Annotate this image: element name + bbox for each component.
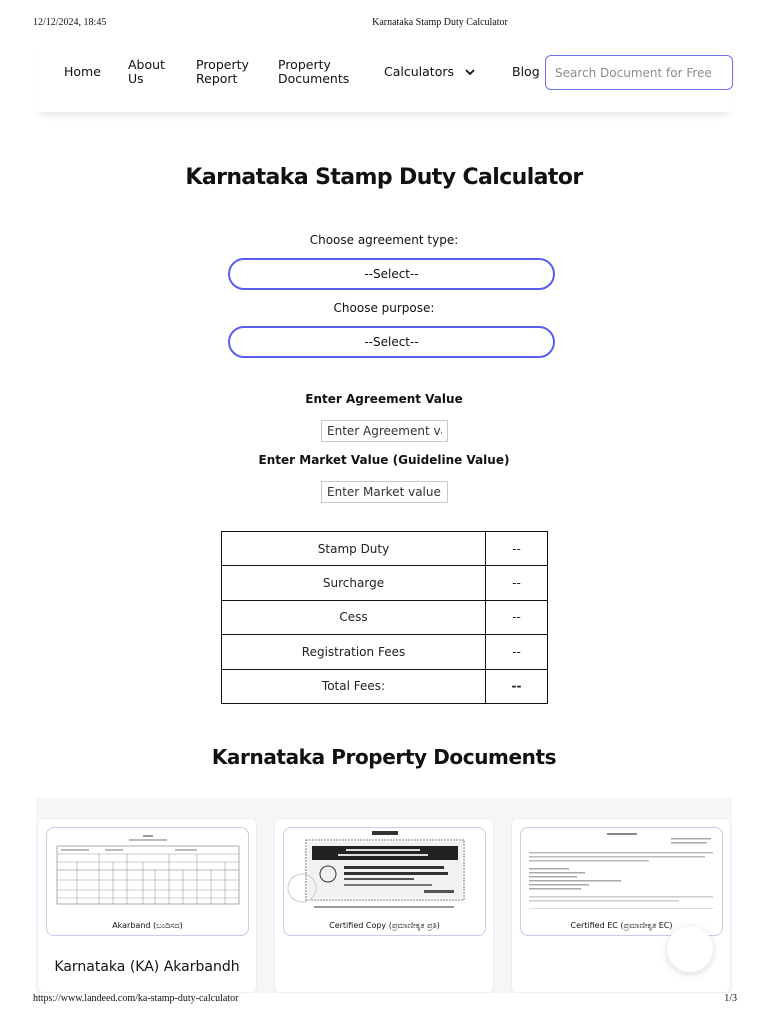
document-card[interactable] bbox=[274, 818, 494, 993]
table-row bbox=[222, 600, 548, 634]
nav-home[interactable]: Home bbox=[64, 64, 101, 79]
thumbnail-caption: Certified Copy (ಪ್ರಮಾಣೀಕೃತ ಪ್ರತಿ) bbox=[329, 921, 440, 930]
chevron-down-icon bbox=[464, 66, 476, 78]
fee-value: -- bbox=[486, 669, 548, 703]
fees-table bbox=[221, 531, 548, 704]
documents-carousel bbox=[36, 798, 732, 993]
table-row bbox=[222, 566, 548, 600]
document-name: Karnataka (KA) Akarbandh bbox=[54, 959, 240, 975]
print-title: Karnataka Stamp Duty Calculator bbox=[372, 17, 508, 28]
page-title: Karnataka Stamp Duty Calculator bbox=[185, 165, 583, 190]
fee-label: Surcharge bbox=[222, 566, 486, 600]
thumbnail-caption: Akarband (ಬಂದಿಸದ) bbox=[112, 921, 183, 930]
fee-value: -- bbox=[486, 566, 548, 600]
nav-calculators-label: Calculators bbox=[384, 64, 454, 79]
floating-action-button[interactable] bbox=[667, 926, 713, 972]
purpose-select[interactable] bbox=[228, 326, 555, 358]
nav-about-us[interactable] bbox=[128, 58, 165, 86]
nav-about-line2: Us bbox=[128, 71, 144, 86]
agreement-value-input[interactable] bbox=[321, 420, 448, 442]
nav-property-documents[interactable] bbox=[278, 58, 349, 86]
fee-label: Total Fees: bbox=[222, 669, 486, 703]
document-card[interactable] bbox=[37, 818, 257, 993]
nav-blog[interactable]: Blog bbox=[512, 64, 540, 79]
print-url: https://www.landeed.com/ka-stamp-duty-calculator bbox=[33, 993, 239, 1004]
fee-label: Registration Fees bbox=[222, 635, 486, 669]
nav-report-line2: Report bbox=[196, 71, 238, 86]
navbar bbox=[36, 40, 732, 112]
fee-value: -- bbox=[486, 532, 548, 566]
agreement-type-label: Choose agreement type: bbox=[309, 233, 459, 247]
fee-label: Cess bbox=[222, 600, 486, 634]
akarband-document-image bbox=[47, 828, 248, 918]
nav-property-report[interactable] bbox=[196, 58, 249, 86]
certified-copy-document-image bbox=[284, 828, 485, 918]
documents-section-title: Karnataka Property Documents bbox=[211, 745, 557, 769]
table-row bbox=[222, 532, 548, 566]
print-timestamp: 12/12/2024, 18:45 bbox=[33, 17, 107, 28]
nav-docs-line2: Documents bbox=[278, 71, 350, 86]
document-thumbnail bbox=[283, 827, 486, 936]
market-value-input[interactable] bbox=[321, 481, 448, 503]
document-thumbnail bbox=[46, 827, 249, 936]
fee-value: -- bbox=[486, 635, 548, 669]
print-header bbox=[0, 17, 768, 31]
agreement-value-label: Enter Agreement Value bbox=[305, 392, 463, 406]
purpose-label: Choose purpose: bbox=[333, 301, 435, 315]
print-page-number: 1/3 bbox=[724, 993, 737, 1004]
fee-value: -- bbox=[486, 600, 548, 634]
certified-ec-document-image bbox=[521, 828, 722, 918]
nav-docs-line1: Property bbox=[278, 57, 331, 72]
purpose-value: --Select-- bbox=[364, 335, 419, 349]
table-row bbox=[222, 635, 548, 669]
agreement-type-value: --Select-- bbox=[364, 267, 419, 281]
document-thumbnail bbox=[520, 827, 723, 936]
nav-about-line1: About bbox=[128, 57, 165, 72]
thumbnail-caption: Certified EC (ಪ್ರಮಾಣೀಕೃತ EC) bbox=[570, 921, 673, 930]
table-row-total bbox=[222, 669, 548, 703]
print-footer bbox=[0, 993, 768, 1007]
market-value-label: Enter Market Value (Guideline Value) bbox=[258, 453, 510, 467]
nav-report-line1: Property bbox=[196, 57, 249, 72]
search-input[interactable] bbox=[545, 55, 733, 90]
fee-label: Stamp Duty bbox=[222, 532, 486, 566]
agreement-type-select[interactable] bbox=[228, 258, 555, 290]
nav-calculators[interactable] bbox=[384, 65, 476, 79]
